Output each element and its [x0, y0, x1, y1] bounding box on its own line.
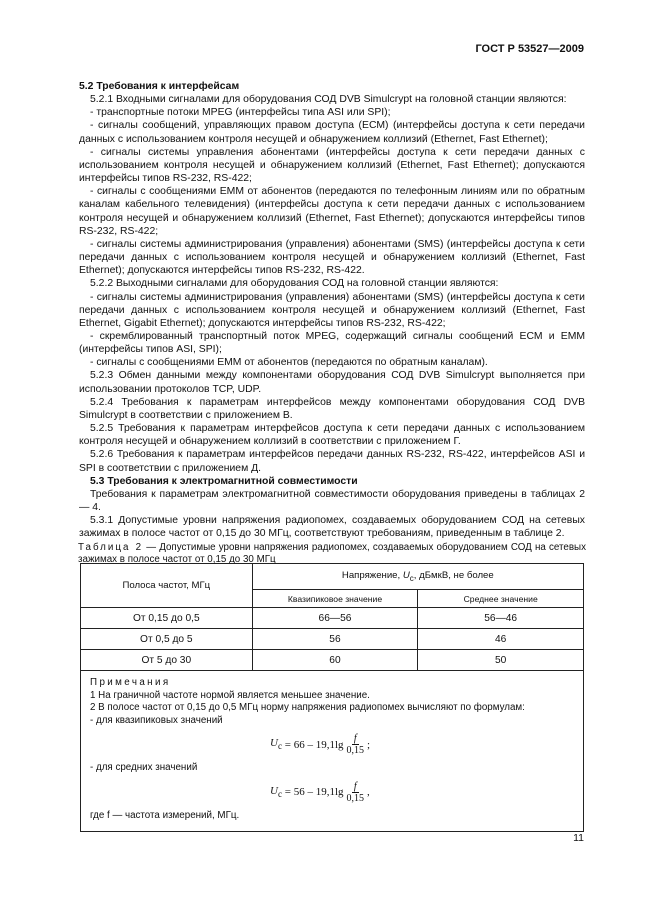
section-title-5-2: 5.2 Требования к интерфейсам — [79, 81, 240, 92]
list-item: - сигналы с сообщениями ЕММ от абонентов (передаются по обратным каналам). — [90, 357, 488, 369]
paragraph-5-2-3: 5.2.3 Обмен данными между компонентами оборудования СОД DVB Simulcrypt выполняется при использовании протоколов TCP, UDP. — [79, 370, 585, 395]
column-header-voltage — [252, 564, 583, 590]
band-cell: От 0,5 до 5 — [81, 629, 253, 650]
formula-end: ; — [367, 738, 371, 751]
list-item: - сигналы с сообщениями ЕММ от абонентов (передаются по телефонным линиям или по обратным каналам кабельного телевидения) (интерфейсы доступа к сети передачи данных с использованием контроля несущей и обнаружением коллизий (Ethernet, Fast Ethernet); допускаются интерфейсы типов RS-232, RS-422; — [79, 186, 585, 237]
paragraph-5-2-5: 5.2.5 Требования к параметрам интерфейсов доступа к сети передачи данных с использованием контроля несущей и обнаружением коллизий в соответствии с приложением Г. — [79, 423, 585, 448]
list-item: - скремблированный транспортный поток MPEG, содержащий сигналы сообщений ЕСМ и ЕММ (интерфейсы типов ASI, SPI); — [79, 330, 585, 356]
paragraph-5-2-4: 5.2.4 Требования к параметрам интерфейсов между компонентами оборудования СОД DVB Simulcrypt в соответствии с приложением В. — [79, 396, 585, 421]
note-2: 2 В полосе частот от 0,15 до 0,5 МГц норму напряжения радиопомех вычисляют по формулам: — [90, 702, 525, 714]
average-cell: 56—46 — [418, 608, 584, 629]
table-row — [81, 650, 584, 671]
paragraph-5-2-6: 5.2.6 Требования к параметрам интерфейсов передачи данных RS-232, RS-422, интерфейсов ASI и SPI в соответствии с приложением Д. — [79, 449, 585, 474]
paragraph-5-2-2: 5.2.2 Выходными сигналами для оборудования СОД на головной станции являются: — [90, 278, 499, 290]
notes-title: Примечания — [90, 677, 171, 688]
voltage-subscript: с — [409, 573, 414, 583]
column-header-average: Среднее значение — [418, 590, 584, 608]
formula-fraction: $\frac{f}{0,15}$ — [346, 780, 365, 804]
column-header-quasi-peak: Квазипиковое значение — [252, 590, 418, 608]
note-2-average: - для средних значений — [90, 762, 198, 774]
average-cell: 50 — [418, 650, 584, 671]
formula-symbol: $U_с$ — [270, 784, 283, 799]
table-2 — [80, 563, 584, 832]
formula-symbol: $U_с$ — [270, 736, 283, 752]
note-1: 1 На граничной частоте нормой является меньшее значение. — [90, 689, 370, 701]
formula-quasi-peak — [270, 733, 575, 756]
paragraph-5-3-1: 5.3.1 Допустимые уровни напряжения радиопомех, создаваемых оборудованием СОД на сетевых зажимах в полосе частот от 0,15 до 30 МГц, соответствуют требованиям, приведенным в таблице 2. — [79, 515, 585, 540]
quasi-peak-cell: 56 — [252, 629, 418, 650]
list-item: - сигналы сообщений, управляющих правом доступа (ЕСМ) (интерфейсы доступа к сети передачи данных с использованием контроля несущей и обнаружением коллизий (Ethernet, Fast Ethernet); — [79, 120, 585, 145]
note-2-quasi-peak: - для квазипиковых значений — [90, 714, 223, 726]
formula-expression: = 66 – 19,1lg — [284, 738, 344, 751]
formula-fraction: $\frac{f}{0,15}$ — [346, 733, 365, 757]
column-header-band: Полоса частот, МГц — [81, 564, 253, 608]
formula-end: , — [367, 786, 370, 799]
voltage-label-pre: Напряжение, — [341, 570, 403, 582]
note-where: где f — частота измерений, МГц. — [90, 809, 240, 821]
list-item: - сигналы системы управления абонентами (интерфейсы доступа к сети передачи данных с использованием контроля несущей и обнаружением коллизий (Ethernet, Fast Ethernet); допускаются интерфейсы типов RS-232, RS-422; — [79, 146, 585, 185]
table-row — [81, 629, 584, 650]
page-body — [79, 80, 585, 566]
voltage-label-post: , дБмкВ, не более — [413, 570, 494, 582]
voltage-symbol: U — [402, 570, 410, 582]
table-notes — [81, 671, 584, 832]
list-item: - сигналы системы администрирования (управления) абонентами (SMS) (интерфейсы доступа к сети передачи данных с использованием контроля несущей и обнаружением коллизий (Ethernet, Fast Ethernet, Gigabit Ethernet); допускаются интерфейсы типов RS-232, RS-422; — [79, 291, 585, 329]
average-cell: 46 — [418, 629, 584, 650]
page-number: 11 — [573, 832, 584, 844]
table-caption-label: Таблица 2 — [78, 542, 144, 554]
section-title-5-3: 5.3 Требования к электромагнитной совместимости — [90, 475, 358, 487]
table-caption-text: — Допустимые уровни напряжения радиопомех, создаваемых оборудованием СОД на сетевых зажимах в полосе частот от 0,15 до 30 МГц — [78, 542, 586, 566]
list-item: - сигналы системы администрирования (управления) абонентами (SMS) (интерфейсы доступа к сети передачи данных с использованием контроля несущей и обнаружением коллизий (Ethernet, Fast Ethernet); допускаются интерфейсы типов RS-232, RS-422. — [79, 238, 585, 277]
band-cell: От 5 до 30 — [81, 650, 253, 671]
document-number: ГОСТ Р 53527—2009 — [475, 43, 584, 55]
list-item: - транспортные потоки MPEG (интерфейсы типа ASI или SPI); — [90, 107, 391, 119]
quasi-peak-cell: 60 — [252, 650, 418, 671]
table-row — [81, 608, 584, 629]
paragraph-5-2-1: 5.2.1 Входными сигналами для оборудования СОД DVB Simulcrypt на головной станции являются: — [90, 94, 567, 106]
paragraph-5-3: Требования к параметрам электромагнитной совместимости оборудования приведены в таблицах 2— 4. — [79, 488, 585, 513]
band-cell: От 0,15 до 0,5 — [81, 608, 253, 629]
formula-expression: = 56 – 19,1lg — [284, 786, 344, 799]
quasi-peak-cell: 66—56 — [252, 608, 418, 629]
formula-average — [270, 781, 575, 804]
